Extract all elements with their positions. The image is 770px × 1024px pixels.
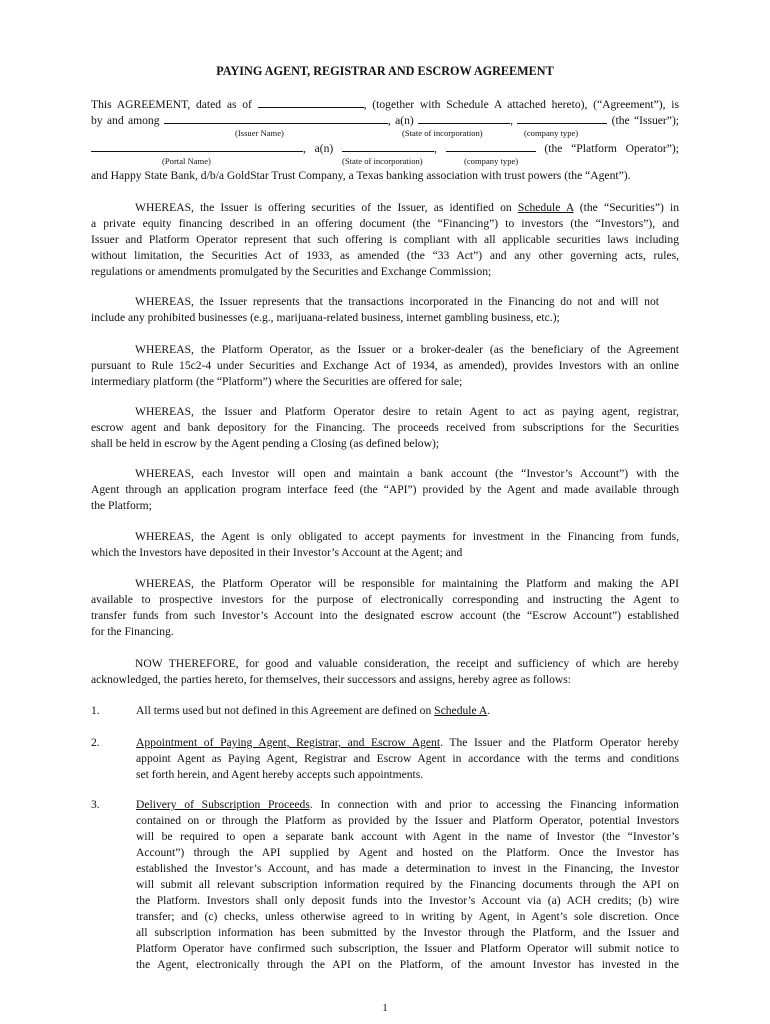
section-line: Appointment of Paying Agent, Registrar, and Escrow Agent. The Issuer and the Platform Operator hereby <box>136 736 679 749</box>
preamble-line-1: This AGREEMENT, dated as of , (together with Schedule A attached hereto), (“Agreement”), is <box>91 95 679 113</box>
section-line: Account”) through the API supplied by Agent and hosted on the Platform. Once the Investor has <box>136 846 679 859</box>
recital-line: WHEREAS, the Issuer and Platform Operator desire to retain Agent to act as paying agent, registrar, <box>135 405 679 418</box>
section-line: Platform Operator have confirmed such subscription, the Issuer and Platform Operator will submit notice to <box>136 942 679 955</box>
caption-company-type-2: (company type) <box>464 156 519 166</box>
section-line: the Agent, electronically through the API on the Platform, of the amount Investor has invested in the <box>136 958 679 971</box>
section-line: set forth herein, and Agent hereby accepts such appointments. <box>136 768 424 781</box>
preamble-line-3: , a(n) , (the “Platform Operator”); <box>91 139 679 157</box>
recital-line: regulations or amendments promulgated by the Securities and Exchange Commission; <box>91 265 492 278</box>
section-line: contained on or through the Platform as provided by the Issuer and Platform Operator, potential Investors <box>136 814 679 827</box>
recital-line: include any prohibited businesses (e.g., marijuana-related business, internet gambling business, etc.); <box>91 311 560 324</box>
section-line: All terms used but not defined in this Agreement are defined on Schedule A. <box>136 704 491 717</box>
recital-line: without limitation, the Securities Act of 1933, as amended (the “33 Act”) and any other governing acts, rules, <box>91 249 679 262</box>
recital-line: intermediary platform (the “Platform”) where the Securities are offered for sale; <box>91 375 463 388</box>
recital-line: Agent through an application program interface feed (the “API”) provided by the Agent and made available through <box>91 483 679 496</box>
preamble-line-2: by and among , a(n) , (the “Issuer”); <box>91 111 679 129</box>
issuer-name-blank[interactable] <box>164 111 388 124</box>
recital-line: pursuant to Rule 15c2-4 under Securities and Exchange Act of 1934, as amended), provides Investors with an online <box>91 359 679 372</box>
caption-state-2: (State of incorporation) <box>342 156 423 166</box>
recital-line: transfer funds from such Investor’s Account into the designated escrow account (the “Escrow Account”) established <box>91 609 679 622</box>
recital-line: WHEREAS, the Issuer represents that the transactions incorporated in the Financing do not and will not <box>135 295 659 308</box>
section-number: 1. <box>91 704 100 717</box>
section-line: transfer; and (c) checks, unless otherwise agreed to in writing by Agent, in Agent’s sole discretion. Once <box>136 910 679 923</box>
section-number: 3. <box>91 798 100 811</box>
recital-line: shall be held in escrow by the Agent pending a Closing (as defined below); <box>91 437 440 450</box>
recital-line: WHEREAS, the Platform Operator, as the Issuer or a broker-dealer (as the beneficiary of the Agreement <box>135 343 679 356</box>
recital-line: escrow agent and bank depository for the Financing. The proceeds received from subscriptions for the Securities <box>91 421 679 434</box>
section-line: established the Investor’s Account, and has made a determination to invest in the Financing, the Investor <box>136 862 679 875</box>
recital-line: a private equity financing described in an offering document (the “Financing”) to investors (the “Investors”), and <box>91 217 679 230</box>
recital-line: WHEREAS, the Platform Operator will be responsible for maintaining the Platform and making the API <box>135 577 679 590</box>
section-line: the Platform. Investors shall only deposit funds into the Investor’s Account via (a) ACH credits; (b) wire <box>136 894 679 907</box>
recital-line: NOW THEREFORE, for good and valuable consideration, the receipt and sufficiency of which are hereby <box>135 657 679 670</box>
section-number: 2. <box>91 736 100 749</box>
recital-line: the Platform; <box>91 499 152 512</box>
recital-line: for the Financing. <box>91 625 174 638</box>
section-line: appoint Agent as Paying Agent, Registrar and Escrow Agent in accordance with the terms and conditions <box>136 752 679 765</box>
recital-line: WHEREAS, the Issuer is offering securities of the Issuer, as identified on Schedule A (the “Securities”) in <box>135 201 679 214</box>
caption-company-type-1: (company type) <box>524 128 579 138</box>
section-line: Delivery of Subscription Proceeds. In connection with and prior to accessing the Financing information <box>136 798 679 811</box>
recital-line: WHEREAS, each Investor will open and maintain a bank account (the “Investor’s Account”) with the <box>135 467 679 480</box>
document-title: PAYING AGENT, REGISTRAR AND ESCROW AGREEMENT <box>216 64 554 78</box>
date-blank[interactable] <box>258 95 364 108</box>
recital-line: acknowledged, the parties hereto, for themselves, their successors and assigns, hereby agree as follows: <box>91 673 572 686</box>
portal-name-blank[interactable] <box>91 139 303 152</box>
section-line: will be required to open a separate bank account with Agent in the name of Investor (the “Investor’s <box>136 830 679 843</box>
recital-line: Issuer and Platform Operator represent that such offering is compliant with all applicable securities laws including <box>91 233 679 246</box>
recital-line: available to prospective investors for the purpose of electronically corresponding and instructing the Agent to <box>91 593 679 606</box>
portal-company-type-blank[interactable] <box>446 139 536 152</box>
preamble-line-4: and Happy State Bank, d/b/a GoldStar Trust Company, a Texas banking association with trust powers (the “Agent”). <box>91 169 631 182</box>
section-line: will submit all relevant subscription information required by the Financing documents through the API on <box>136 878 679 891</box>
recital-line: which the Investors have deposited in their Investor’s Account at the Agent; and <box>91 546 463 559</box>
caption-portal-name: (Portal Name) <box>162 156 211 166</box>
issuer-state-blank[interactable] <box>418 111 510 124</box>
caption-issuer-name: (Issuer Name) <box>235 128 284 138</box>
issuer-company-type-blank[interactable] <box>517 111 607 124</box>
portal-state-blank[interactable] <box>342 139 434 152</box>
section-line: all subscription information has been submitted by the Investor through the Platform, and the Issuer and <box>136 926 679 939</box>
recital-line: WHEREAS, the Agent is only obligated to accept payments for investment in the Financing from funds, <box>135 530 679 543</box>
caption-state-1: (State of incorporation) <box>402 128 483 138</box>
page-number: 1 <box>382 1002 388 1014</box>
